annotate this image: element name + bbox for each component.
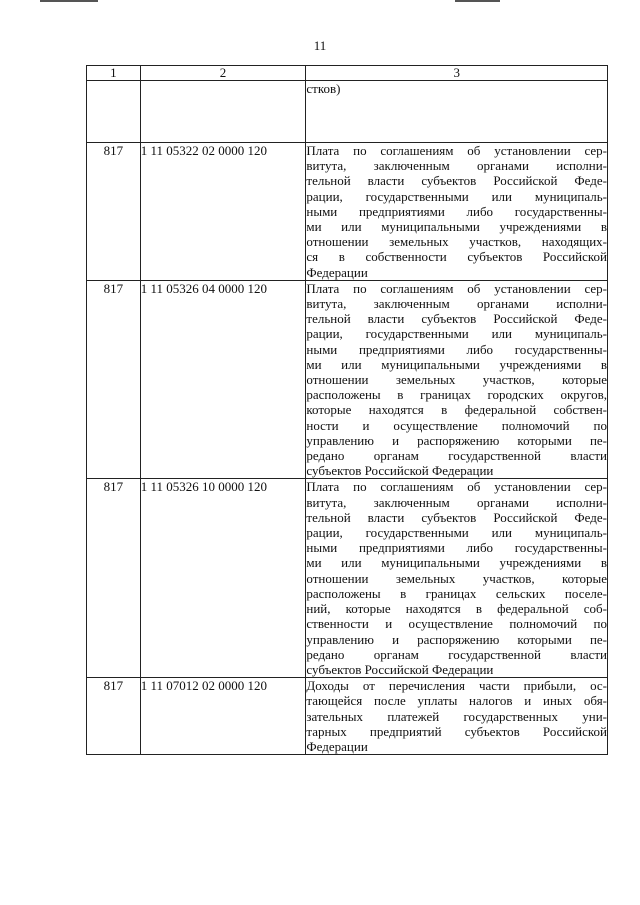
description-line: Плата по соглашениям об установлении сер- — [306, 479, 607, 495]
description-cell — [306, 81, 608, 143]
admin-code-cell: 817 — [87, 678, 141, 755]
table-row — [87, 479, 608, 678]
description-line: управлению и распоряжению которыми пе- — [306, 432, 607, 448]
description-line: редано органам государственной власти — [306, 646, 607, 662]
description-line: ся в собственности субъектов Российской — [306, 249, 607, 265]
description-line: субъектов Российской Федерации — [306, 661, 494, 677]
admin-code-cell — [87, 81, 141, 143]
description-line: расположены в границах городских округов, — [306, 387, 607, 403]
table-row — [87, 143, 608, 281]
description-cell — [306, 280, 608, 479]
header-col-3: 3 — [306, 66, 608, 81]
scan-artifact-left — [40, 0, 98, 2]
description-line: отношении земельных участков, которые — [306, 570, 607, 586]
description-line: тарных предприятий субъектов Российской — [306, 723, 607, 739]
description-line: расположены в границах сельских поселе- — [306, 585, 607, 601]
description-line: зательных платежей государственных уни- — [306, 708, 607, 724]
description-line: тельной власти субъектов Российской Феде- — [306, 173, 607, 189]
budget-codes-table — [86, 65, 608, 755]
description-line: ми или муниципальными учреждениями в — [306, 555, 607, 571]
description-line: ности и осуществление полномочий по — [306, 417, 607, 433]
description-cell — [306, 143, 608, 281]
description-line: которые находятся в федеральной собствен- — [306, 402, 607, 418]
description-line: тающейся после уплаты налогов и иных обя- — [306, 693, 607, 709]
kbk-code-cell: 1 11 05326 04 0000 120 — [140, 280, 306, 479]
description-line: витута, заключенным органами исполни- — [306, 296, 607, 312]
description-line: витута, заключенным органами исполни- — [306, 494, 607, 510]
description-line: Федерации — [306, 738, 368, 754]
description-line: ми или муниципальными учреждениями в — [306, 219, 607, 235]
description-line: тельной власти субъектов Российской Феде- — [306, 509, 607, 525]
table-row — [87, 678, 608, 755]
admin-code-cell: 817 — [87, 280, 141, 479]
description-line: ственности и осуществление полномочий по — [306, 616, 607, 632]
kbk-code-cell: 1 11 07012 02 0000 120 — [140, 678, 306, 755]
kbk-code-cell — [140, 81, 306, 143]
kbk-code-cell: 1 11 05326 10 0000 120 — [140, 479, 306, 678]
admin-code-cell: 817 — [87, 479, 141, 678]
table-row — [87, 81, 608, 143]
header-col-2: 2 — [140, 66, 306, 81]
description-line: Плата по соглашениям об установлении сер- — [306, 143, 607, 158]
description-line: отношении земельных участков, которые — [306, 372, 607, 388]
description-line: ний, которые находятся в федеральной соб- — [306, 601, 607, 617]
description-line: рации, государственными или муниципаль- — [306, 525, 607, 541]
page-number: 11 — [313, 38, 327, 53]
description-cell — [306, 479, 608, 678]
description-line: рации, государственными или муниципаль- — [306, 188, 607, 204]
description-line: Федерации — [306, 264, 368, 280]
description-line: ными предприятиями либо государственны- — [306, 540, 607, 556]
description-line: рации, государственными или муниципаль- — [306, 326, 607, 342]
description-line: отношении земельных участков, находящих- — [306, 234, 607, 250]
description-line: тельной власти субъектов Российской Феде- — [306, 311, 607, 327]
description-line: ными предприятиями либо государственны- — [306, 203, 607, 219]
description-line: стков) — [306, 81, 341, 96]
description-line: витута, заключенным органами исполни- — [306, 158, 607, 174]
header-row — [87, 66, 608, 81]
description-line: субъектов Российской Федерации — [306, 463, 494, 479]
kbk-code-cell: 1 11 05322 02 0000 120 — [140, 143, 306, 281]
description-line: ными предприятиями либо государственны- — [306, 341, 607, 357]
description-line: управлению и распоряжению которыми пе- — [306, 631, 607, 647]
description-line: ми или муниципальными учреждениями в — [306, 356, 607, 372]
admin-code-cell: 817 — [87, 143, 141, 281]
description-line: Плата по соглашениям об установлении сер- — [306, 280, 607, 296]
description-line: Доходы от перечисления части прибыли, ос- — [306, 678, 607, 694]
header-col-1: 1 — [87, 66, 141, 81]
description-line: редано органам государственной власти — [306, 448, 607, 464]
table-row — [87, 280, 608, 479]
scan-artifact-right — [455, 0, 500, 2]
description-cell — [306, 678, 608, 755]
